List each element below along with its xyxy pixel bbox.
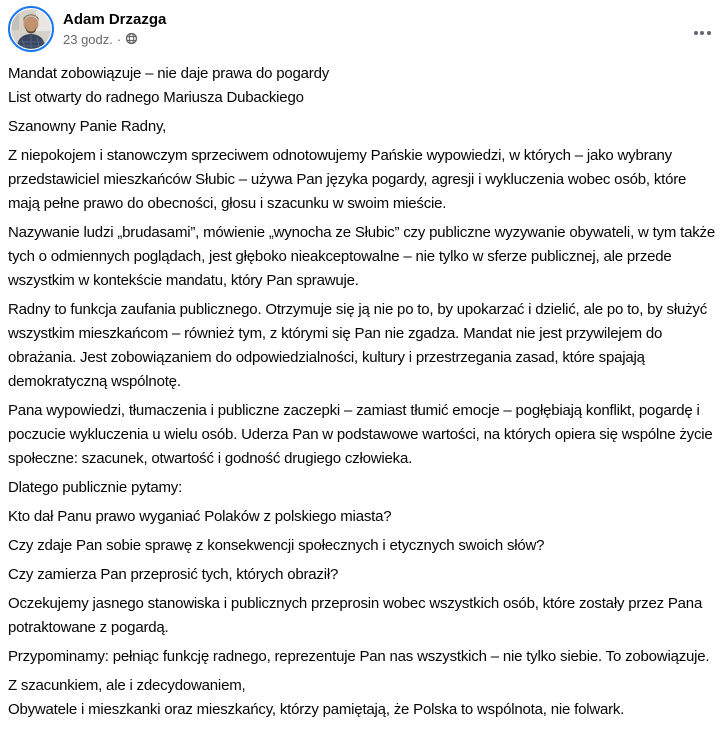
post-line: List otwarty do radnego Mariusza Dubackiego bbox=[8, 89, 304, 106]
post-line: Radny to funkcja zaufania publicznego. Otrzymuje się ją nie po to, by upokarzać i dzielić, ale po to, by służyć wszystkim mieszkańcom – również tym, z którymi się Pan nie zgadza. Mandat nie jest przywilejem do obrażania. Jest zobowiązaniem do odpowiedzialności, kultury i przestrzegania zasad, które spajają demokratyczną wspólnotę. bbox=[8, 301, 708, 390]
globe-icon bbox=[125, 32, 138, 49]
post-line: Z niepokojem i stanowczym sprzeciwem odnotowujemy Pańskie wypowiedzi, w których – jako wybrany przedstawiciel mieszkańców Słubic – używa Pan języka pogardy, agresji i wykluczenia wobec osób, które mają pełne prawo do obecności, głosu i szacunku w swoim mieście. bbox=[8, 147, 687, 212]
post-paragraph bbox=[8, 476, 718, 500]
post-header bbox=[8, 6, 718, 52]
post-line: Czy zdaje Pan sobie sprawę z konsekwencji społecznych i etycznych swoich słów? bbox=[8, 537, 545, 554]
post-paragraph bbox=[8, 505, 718, 529]
post-paragraph bbox=[8, 674, 718, 722]
ellipsis-icon bbox=[694, 31, 698, 35]
post-paragraph bbox=[8, 298, 718, 394]
timestamp[interactable]: 23 godz. bbox=[63, 31, 113, 47]
post-paragraph bbox=[8, 221, 718, 293]
post-line: Przypominamy: pełniąc funkcję radnego, reprezentuje Pan nas wszystkich – nie tylko siebie. To zobowiązuje. bbox=[8, 648, 710, 665]
post-line: Dlatego publicznie pytamy: bbox=[8, 479, 183, 496]
ellipsis-icon bbox=[700, 31, 704, 35]
avatar[interactable] bbox=[8, 6, 54, 52]
post-paragraph bbox=[8, 399, 718, 471]
author-name[interactable]: Adam Drzazga bbox=[63, 10, 167, 28]
post-line: Szanowny Panie Radny, bbox=[8, 118, 167, 135]
post-paragraph bbox=[8, 115, 718, 139]
post-line: Z szacunkiem, ale i zdecydowaniem, bbox=[8, 677, 246, 694]
post-paragraph bbox=[8, 645, 718, 669]
post-line: Oczekujemy jasnego stanowiska i publicznych przeprosin wobec wszystkich osób, które zostały przez Pana potraktowane z pogardą. bbox=[8, 595, 703, 636]
post-line: Kto dał Panu prawo wyganiać Polaków z polskiego miasta? bbox=[8, 508, 392, 525]
avatar-photo bbox=[11, 9, 51, 49]
header-text bbox=[63, 10, 166, 49]
post-body bbox=[8, 62, 718, 722]
post-paragraph bbox=[8, 534, 718, 558]
post-line: Czy zamierza Pan przeprosić tych, których obraził? bbox=[8, 566, 339, 583]
ellipsis-icon bbox=[707, 31, 711, 35]
post-meta bbox=[63, 31, 166, 49]
post-paragraph bbox=[8, 144, 718, 216]
post-paragraph bbox=[8, 592, 718, 640]
post-line: Obywatele i mieszkanki oraz mieszkańcy, którzy pamiętają, że Polska to wspólnota, nie folwark. bbox=[8, 701, 625, 718]
post-options-button[interactable] bbox=[688, 22, 716, 44]
post-line: Mandat zobowiązuje – nie daje prawa do pogardy bbox=[8, 65, 330, 82]
post-paragraph bbox=[8, 62, 718, 110]
meta-separator: · bbox=[116, 31, 122, 47]
post-line: Pana wypowiedzi, tłumaczenia i publiczne zaczepki – zamiast tłumić emocje – pogłębiają konflikt, pogardę i poczucie wykluczenia u wielu osób. Uderza Pan w podstawowe wartości, na których opiera się wspólne życie społeczne: szacunek, otwartość i godność drugiego człowieka. bbox=[8, 402, 713, 467]
post-line: Nazywanie ludzi „brudasami”, mówienie „wynocha ze Słubic” czy publiczne wyzywanie obywateli, w tym także tych o odmiennych poglądach, jest głęboko nieakceptowalne – nie tylko w sferze publicznej, ale przede wszystkim w kontekście mandatu, który Pan sprawuje. bbox=[8, 224, 715, 289]
post-paragraph bbox=[8, 563, 718, 587]
